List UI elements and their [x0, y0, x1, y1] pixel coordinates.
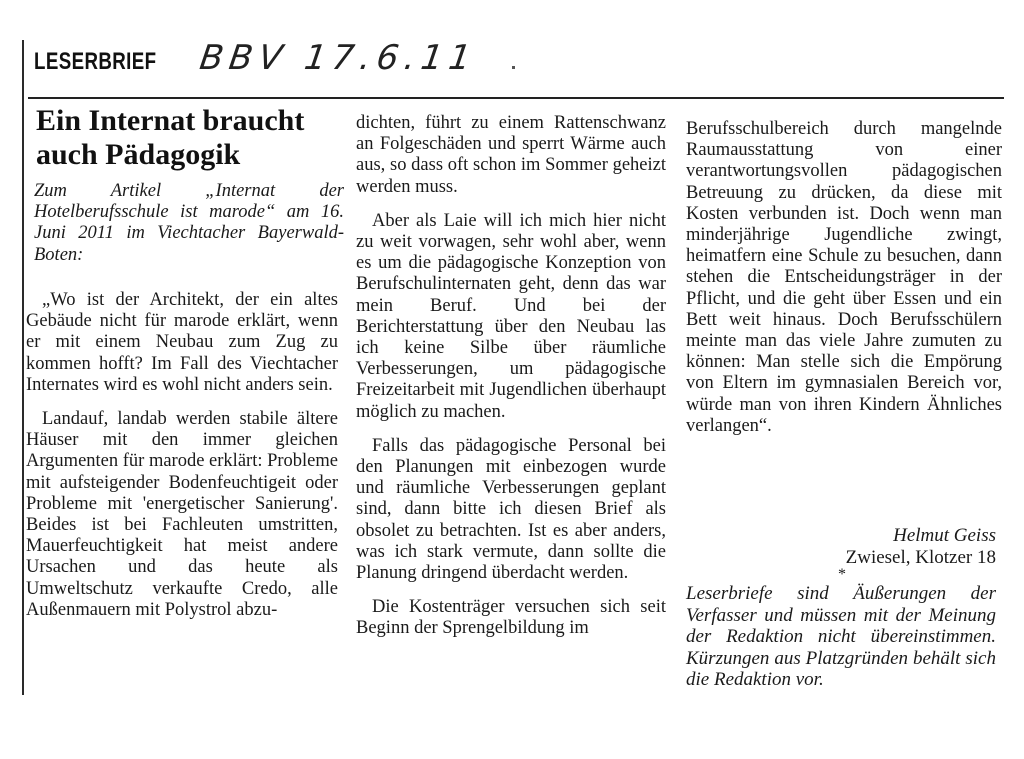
article-headline: Ein Internat braucht auch Pädagogik [36, 104, 305, 171]
signature-place: Zwiesel, Klotzer 18 [845, 547, 996, 568]
column-2 [356, 113, 666, 640]
paragraph: „Wo ist der Architekt, der ein altes Gebäude nicht für marode erklärt, wenn er mit einem Neubau zum Zug zu kommen hofft? Im Fall des Viechtacher Internates wird es wohl nicht anders sein. [26, 290, 338, 395]
section-kicker: LESERBRIEF [34, 48, 157, 75]
paragraph: Aber als Laie will ich mich hier nicht zu weit vorwagen, sehr wohl aber, wenn es um die pädagogische Konzeption von Berufschulinternaten geht, denn das war mein Beruf. Und bei der Berichterstattung über den Neubau las ich keine Silbe über räumliche Verbesserungen, um pädagogische Freizeitarbeit mit Jugendlichen überhaupt möglich zu machen. [356, 210, 666, 422]
article-intro: Zum Artikel „Internat der Hotelberufsschule ist marode“ am 16. Juni 2011 im Viechtacher Bayerwald- Boten: [34, 181, 344, 265]
column-3 [686, 119, 1002, 437]
header-rule [28, 97, 1004, 99]
paragraph: dichten, führt zu einem Rattenschwanz an Folgeschäden und sperrt Wärme auch aus, so dass oft schon im Sommer geheizt werden muss. [356, 113, 666, 197]
column-1 [26, 290, 338, 621]
left-margin-line [22, 40, 24, 695]
editorial-disclaimer: Leserbriefe sind Äußerungen der Verfasser und müssen mit der Meinung der Redaktion nicht übereinstimmen. Kürzungen aus Platzgründen behält sich die Redaktion vor. [686, 583, 996, 690]
handwritten-note: BBV 17.6.11 [197, 38, 480, 78]
paragraph: Berufsschulbereich durch mangelnde Raumausstattung von einer verantwortungsvollen pädagogischen Betreuung zu drücken, da diese mit Kosten verbunden ist. Doch wenn man minderjährige Jugendliche zwingt, heimatfern eine Schule zu besuchen, dann stehen die Entscheidungsträger in der Pflicht, und die geht über Essen und ein Bett weit hinaus. Doch Berufsschülern meinte man das viele Jahre zumuten zu können: Man stelle sich die Empörung von Eltern im gymnasialen Bereich vor, würde man von ihren Kindern Ähnliches verlangen“. [686, 119, 1002, 436]
paragraph: Falls das pädagogische Personal bei den Planungen mit einbezogen wurde und räumliche Verbesserungen geplant sind, dann bitte ich diesen Brief als obsolet zu betrachten. Ist es aber anders, was ich stark vermute, dann sollte die Planung dringend überdacht werden. [356, 435, 666, 584]
paragraph: Landauf, landab werden stabile ältere Häuser mit den immer gleichen Argumenten für marode erklärt: Probleme mit aufsteigender Bodenfeuchtigeit oder Probleme mit 'energetischer Sanierung'. Beides ist bei Fachleuten umstritten, Mauerfeuchtigkeit hat meist andere Ursachen und das heute als Umweltschutz verkaufte Credo, alle Außenmauern mit Polystrol abzu- [26, 409, 338, 620]
separator-star: * [838, 566, 846, 583]
signature-name: Helmut Geiss [893, 525, 996, 546]
paragraph: Die Kostenträger versuchen sich seit Beginn der Sprengelbildung im [356, 597, 666, 639]
scan-speck [512, 66, 515, 69]
